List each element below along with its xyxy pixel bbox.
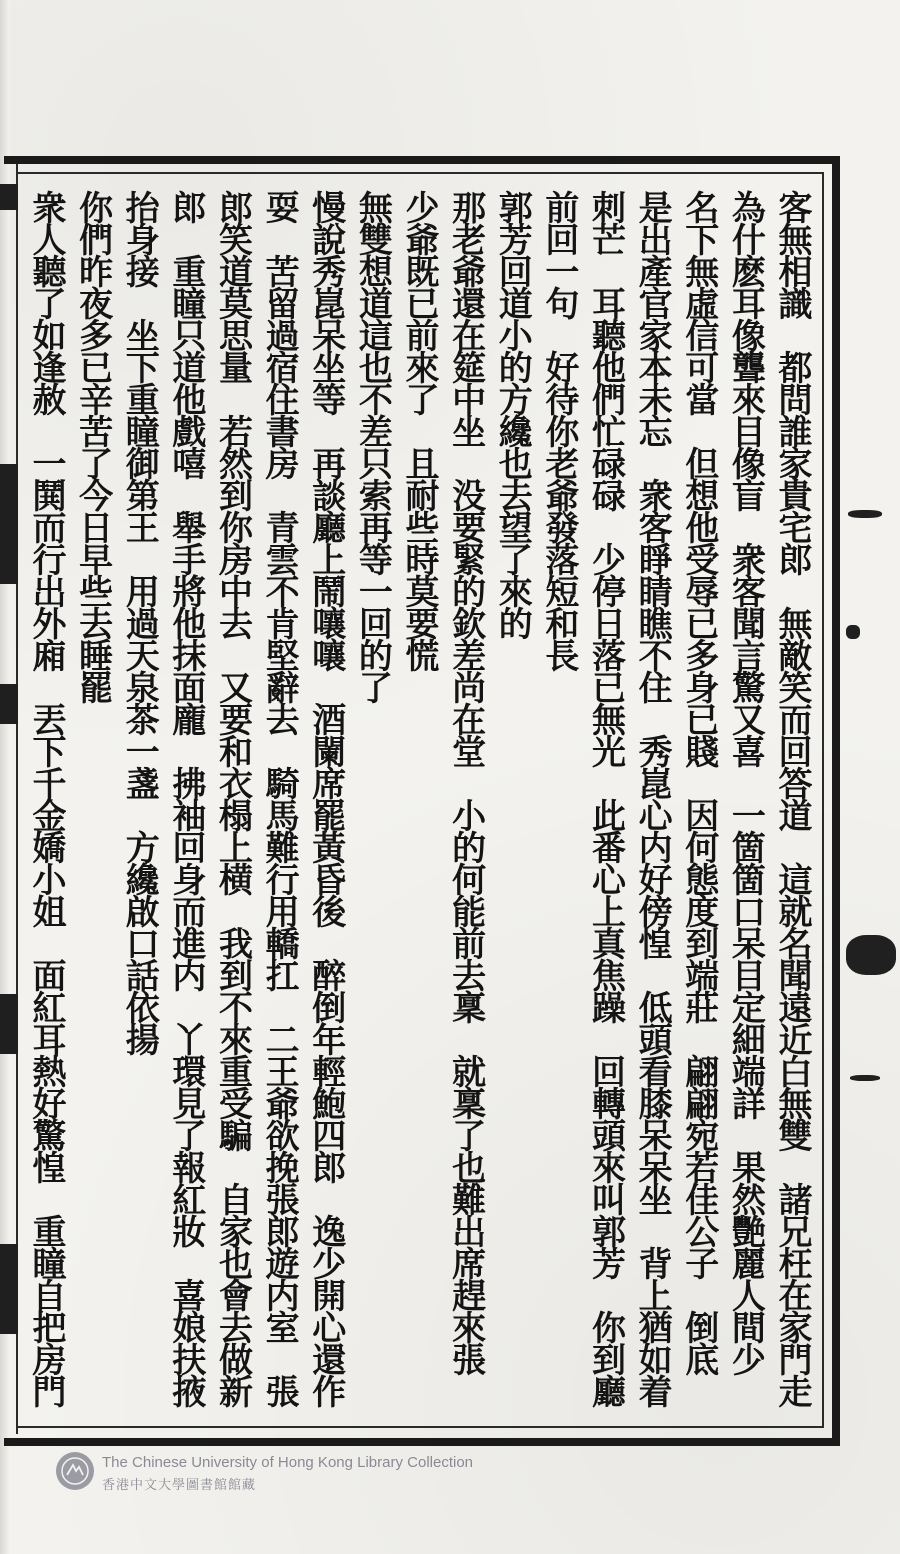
text-column: 那老爺還在筵中坐 没要緊的欽差尚在堂 小的何能前去稟 就稟了也難出席趕來張 <box>445 190 486 1374</box>
text-column: 是出產官家本未忘 衆客睜睛瞧不住 秀崑心内好傍惶 低頭看膝呆呆坐 背上猶如着 <box>632 190 673 1406</box>
text-body <box>24 190 814 1415</box>
watermark-subtitle: 香港中文大學圖書館館藏 <box>102 1478 257 1493</box>
text-column: 郎笑道莫思量 若然到你房中去 又要和衣榻上横 我到不來重受騙 自家也會去做新 <box>212 190 253 1406</box>
text-column: 你們昨夜多已辛苦了今日早些去睡罷 <box>72 190 113 702</box>
ink-stain <box>846 625 860 639</box>
ink-stain <box>848 510 882 518</box>
text-column: 前回一句 好待你老爺發落短和長 <box>538 190 579 670</box>
library-watermark <box>56 1450 526 1494</box>
ink-stain <box>850 1075 880 1081</box>
text-column: 為什麽耳像聾來目像盲 衆客聞言驚又喜 一箇箇口呆目定細端詳 果然艷麗人間少 <box>725 190 766 1374</box>
text-column: 慢說秀崑呆坐等 再談廳上鬧嚷嚷 酒闌席罷黃昏後 醉倒年輕鮑四郎 逸少開心還作 <box>305 190 346 1406</box>
text-column: 郭芳回道小的方纔也去望了來的 <box>492 190 533 638</box>
watermark-title: The Chinese University of Hong Kong Library Collection <box>102 1454 474 1471</box>
cuhk-library-logo-icon <box>56 1452 94 1490</box>
text-column: 少爺既已前來了 且耐些時莫要慌 <box>399 190 439 670</box>
text-column: 衆人聽了如逢赦 一鬨而行出外廂 丟下千金嬌小姐 面紅耳熱好驚惶 重瞳自把房門 <box>26 190 66 1406</box>
ink-stain <box>846 935 896 975</box>
text-column: 耍 苦留過宿住書房 青雲不肯堅辭去 騎馬難行用轎扛 二王爺欲挽張郎遊内室 張 <box>259 190 300 1406</box>
text-column: 名下無虛信可當 但想他受辱已多身已賤 因何態度到端莊 翩翩宛若佳公子 倒底 <box>678 190 719 1374</box>
text-column: 郎 重瞳只道他戲嘻 舉手將他抹面龐 拂袖回身而進内 丫環見了報紅妝 喜娘扶掖 <box>165 190 206 1406</box>
text-column: 抬身接 坐下重瞳御第王 用過天泉茶一盞 方纔啟口話依揚 <box>119 190 160 1054</box>
text-column: 刺芒 耳聽他們忙碌碌 少停日落已無光 此番心上真焦躁 回轉頭來叫郭芳 你到廳 <box>585 190 626 1406</box>
text-column: 無雙想道這也不差只索再等一回的了 <box>352 190 393 702</box>
text-column: 客無相識 都問誰家貴宅郎 無敵笑而回答道 這就名聞遠近白無雙 諸兄枉在家門走 <box>772 190 812 1406</box>
